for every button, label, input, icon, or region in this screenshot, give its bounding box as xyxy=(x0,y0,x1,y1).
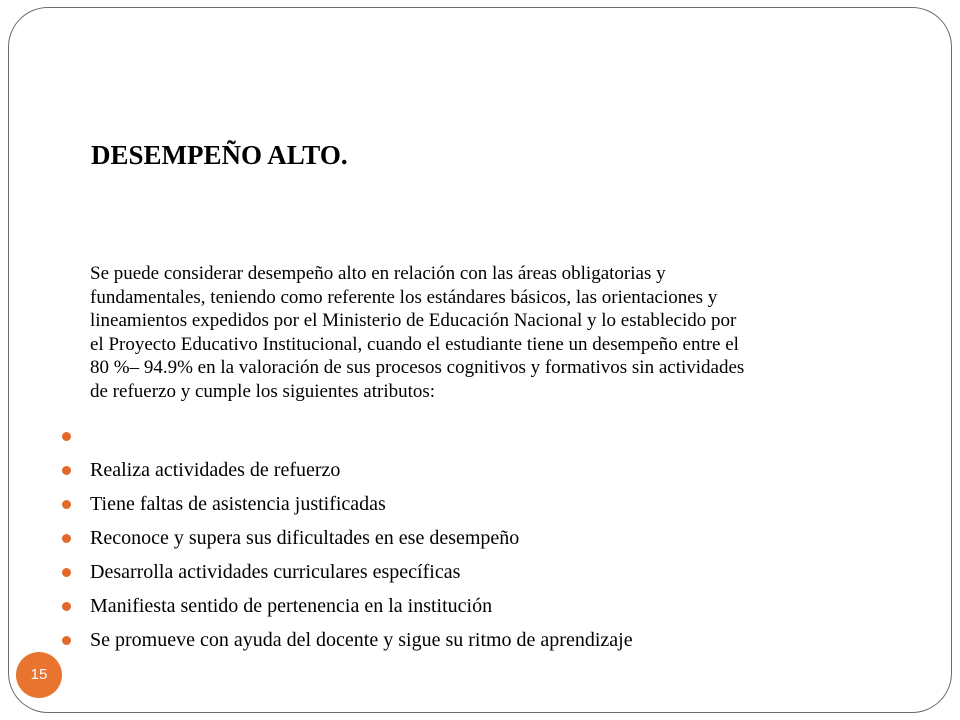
list-item xyxy=(62,594,922,628)
bullet-dot-icon xyxy=(62,568,71,577)
bullet-dot-icon xyxy=(62,432,71,441)
list-item xyxy=(62,628,922,662)
list-item xyxy=(62,424,922,458)
list-item-text: Reconoce y supera sus dificultades en ese desempeño xyxy=(90,527,520,549)
bullet-dot-icon xyxy=(62,534,71,543)
page-number-badge: 15 xyxy=(16,652,62,698)
bullet-dot-icon xyxy=(62,602,71,611)
list-item-text: Realiza actividades de refuerzo xyxy=(90,459,341,481)
slide-title: DESEMPEÑO ALTO. xyxy=(91,140,348,170)
bullet-dot-icon xyxy=(62,500,71,509)
list-item-text: Se promueve con ayuda del docente y sigue su ritmo de aprendizaje xyxy=(90,629,633,651)
list-item-text: Manifiesta sentido de pertenencia en la institución xyxy=(90,595,493,617)
list-item xyxy=(62,458,922,492)
list-item xyxy=(62,526,922,560)
bullet-dot-icon xyxy=(62,466,71,475)
bullet-dot-icon xyxy=(62,636,71,645)
list-item xyxy=(62,560,922,594)
list-item-text: Desarrolla actividades curriculares específicas xyxy=(90,561,461,583)
body-paragraph: Se puede considerar desempeño alto en relación con las áreas obligatorias y fundamentales, teniendo como referente los estándares básicos, las orientaciones y lineamientos expedidos por el Ministerio de Educación Nacional y lo establecido por el Proyecto Educativo Institucional, cuando el estudiante tiene un desempeño entre el 80 %– 94.9% en la valoración de sus procesos cognitivos y formativos sin actividades de refuerzo y cumple los siguientes atributos: xyxy=(90,263,745,402)
list-item xyxy=(62,492,922,526)
attribute-list xyxy=(62,424,922,662)
list-item-text: Tiene faltas de asistencia justificadas xyxy=(90,493,386,515)
